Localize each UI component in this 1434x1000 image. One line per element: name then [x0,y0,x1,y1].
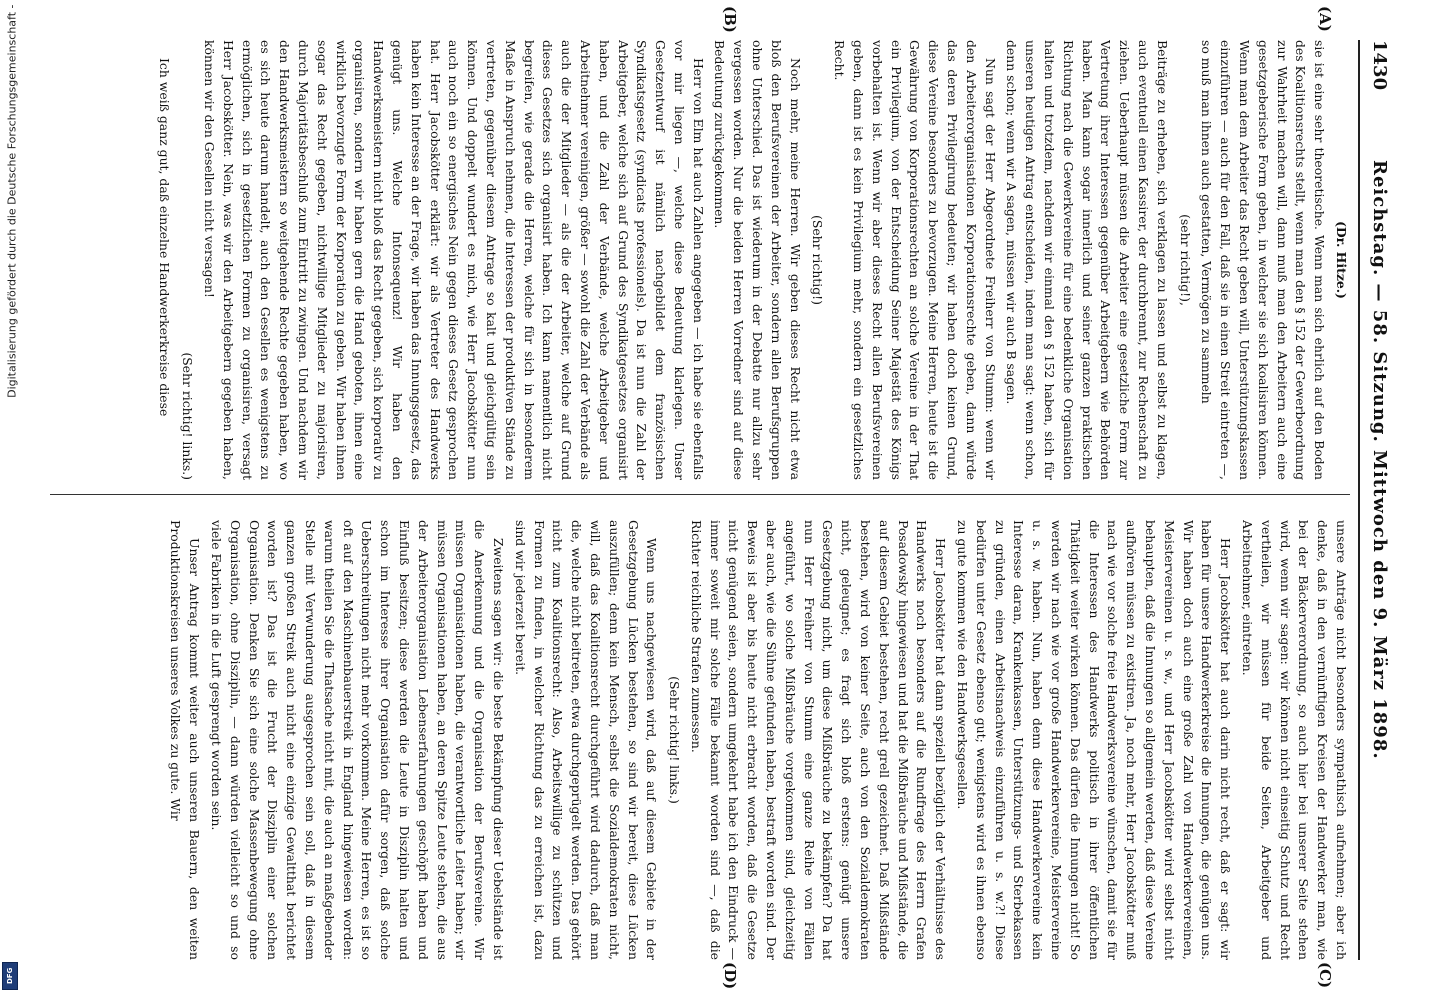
interjection: (Sehr richtig! links.) [667,676,683,804]
paragraph: Zweitens sagen wir: die beste Bekämpfung dieser Uebelstände ist die Anerkennung und die Organisation der Berufsvereine. Wir müssen Organisationen haben, die verantwortliche Leiter haben; wir müssen Organisationen haben, an deren Spitze Leute stehen, die aus der Arbeiterorganisation Lebenserfahrungen geschöpft haben und Einfluß besitzen; diese werden die Leute in Disziplin halten und schon im Interesse ihrer Organisation dafür sorgen, daß solche Ueberschreitungen nicht mehr vorkommen. Meine Herren, es ist so oft auf den Maschinenbauerstreik in England hingewiesen worden: warum theilen Sie die Thatsache nicht mit, die auch an maßgebender Stelle mit Verwunderung ausgesprochen sein soll, daß in diesem ganzen großen Streik auch nicht eine einzige Gewaltthat berichtet worden ist? Das ist die Frucht der Disziplin einer solchen Organisation. Denken Sie sich eine solche Massenbewegung ohne Organisation, ohne Disziplin, — dann würden vielleicht so und so viele Fabriken in die Luft gesprengt worden sein. [208,520,506,960]
paragraph: sie ist eine sehr theoretische. Wenn man sich ehrlich auf den Boden des Koalitionsrechts stellt, wenn man den § 152 der Gewerbeordnung zur Wahrheit machen will, dann muß man den Arbeitern auch eine gesetzgeberische Form geben, in welcher sie sich koalisiren können. Wenn man dem Arbeiter das Recht geben will, Unterstützungskassen einzuführen — auch für den Fall, daß sie in einen Streit eintreten —, so muß man ihnen auch gestatten, Vermögen zu sammeln [1199,40,1328,480]
margin-marker-a: (A) [1316,6,1334,32]
page-number: 1430 [1369,40,1390,91]
margin-marker-b: (B) [721,6,739,33]
paragraph: unsere Anträge nicht besonders sympathisch aufnehmen; aber ich denke, daß in den vernünftigen Kreisen der Handwerker man, wie bei der Bäckerverordnung, so auch hier bei unserer Seite stehen wird, wenn wir sagen: wir können nicht einseitig Schutz und Recht vertheilen, wir müssen für beide Seiten, Arbeitgeber und Arbeitnehmer, eintreten. [1240,520,1349,960]
interjection: (sehr richtig!), [1177,214,1193,306]
paragraph: Wenn uns nachgewiesen wird, daß auf diesem Gebiete in der Gesetzgebung Lücken bestehen, so sind wir bereit, diese Lücken auszufüllen; denn kein Mensch, selbst die Sozialdemokraten nicht, will, daß das Koalitionsrecht durchgeführt wird dadurch, daß man die, welche nicht beitreten, etwa durchgeprügelt werden. Das gehört nicht zum Koalitionsrecht: Also, Arbeitswillige zu schützen und Formen zu finden, in welcher Richtung das zu erreichen ist, dazu sind wir jederzeit bereit. [512,520,660,960]
page-title: Reichstag. — 58. Sitzung. Mittwoch den 9. März 1898. [1369,160,1390,760]
interjection: (Sehr richtig! links.) [180,352,196,480]
header-rule [1358,40,1360,960]
margin-marker-d: (D) [721,962,739,990]
column-divider [50,494,1350,495]
speaker-name: (Dr. Hitze.) [1334,221,1349,299]
paragraph: Ich weiß ganz gut, daß einzelne Handwerkerkreise diese [157,58,173,417]
digitization-sidebar [0,0,20,1000]
right-text-column [60,520,1350,960]
paragraph: Herr Jacobskötter hat auch darin nicht recht, daß er sagt: wir haben für unsere Handwerkerkreise die Innungen, die genügen uns. Wir haben doch auch eine große Zahl von Handwerkervereinen, Meistervereinen u. s. w., und Herr Jacobskötter wird selbst nicht behaupten, daß die Innungen so allgemein werden, daß diese Vereine aufhören müssen zu existiren. Ja, noch mehr, Herr Jacobskötter muß nach wie vor solche freie Handwerksvereine wünschen, damit sie für die Interessen des Handwerks politisch in ihrer öffentlichen Thätigkeit weiter wirken können. Das dürfen die Innungen nicht! So werden wir nach wie vor große Handwerkervereine, Meistervereine u. s. w. haben. Nun, haben denn diese Handwerkervereine kein Interesse daran, Krankenkassen, Unterstützungs- und Sterbekassen zu gründen, einen Arbeitsnachweis einzuführen u. s. w.?! Diese bedürfen unter Gesetz ebenso gut; wenigstens wird es ihnen ebenso zu gute kommen wie den Handwerksgesellen. [955,520,1234,960]
paragraph: Unser Antrag kommt weiter auch unseren Bauern, den weiten Produktionskreisen unseres Volkes zu gute. Wir [168,520,203,960]
page-header [1364,40,1394,960]
digitization-credit: Digitalisierung gefördert durch die Deutsche Forschungsgemeinschaft - [5,4,19,398]
left-text-column [60,40,1350,480]
interjection: (Sehr richtig!) [810,215,826,305]
paragraph: Herr Jacobskötter hat dann speziell bezüglich der Verhältnisse des Handwerks noch besonders auf die Rundfrage des Herrn Grafen Posadowsky hingewiesen und hat die Mißbräuche und Mißstände, die auf diesem Gebiet bestehen, recht grell gezeichnet. Daß Mißstände bestehen, wird von keiner Seite, auch von den Sozialdemokraten nicht, geleugnet; es fragt sich bloß erstens: genügt unsere Gesetzgebung nicht, um diese Mißbräuche zu bekämpfen? Da hat nun Herr Freiherr von Stumm eine ganze Reihe von Fällen angeführt, wo solche Mißbräuche vorgekommen sind, gleichzeitig aber auch, wie die Sühne gefunden haben, bestraft worden sind. Der Beweis ist aber bis heute nicht erbracht worden, daß die Gesetze nicht genügend seien, sondern umgekehrt habe ich den Eindruck — immer soweit mir solche Fälle bekannt worden sind —, daß die Richter reichliche Strafen zumessen. [688,520,949,960]
margin-marker-c: (C) [1316,962,1334,989]
paragraph: Nun sagt der Herr Abgeordnete Freiherr von Stumm: wenn wir den Arbeiterorganisationen Korporationsrechte geben, dann würde das deren Privilegirung bedeuten; wir haben doch keinen Grund, diese Vereine besonders zu bevorzugen. Meine Herren, heute ist die Gewährung von Korporationsrechten an solche Vereine in der That ein Privilegium, von der Entscheidung Seiner Majestät des Königs vorbehalten ist. Wenn wir aber dieses Recht allen Berufsvereinen geben, dann ist es kein Privilegium mehr, sondern ein gesetzliches Recht. [832,40,998,480]
paragraph: Noch mehr, meine Herren. Wir geben dieses Recht nicht etwa bloß den Berufsvereinen der Arbeiter, sondern allen Berufsgruppen ohne Unterschied. Das ist wiederum in der Debatte nur allzu sehr vergessen worden. Nur die beiden Herren Vorredner sind auf diese Bedeutung zurückgekommen. [712,40,803,480]
paragraph: Beiträge zu erheben, sich verklagen zu lassen und selbst zu klagen, auch eventuell einen Kassirer, der durchbrennt, zur Rechenschaft zu ziehen. Ueberhaupt müssen die Arbeiter eine gesetzliche Form zur Vertretung ihrer Interessen gegenüber Arbeitgebern wie Behörden haben. Man kann sogar innerlich und seiner ganzen praktischen Richtung nach die Gewerkvereine für eine bedenkliche Organisation halten und trotzdem, nachdem wir einmal den § 152 haben, sich für unseren heutigen Antrag entscheiden, indem man sagt: wenn schon, denn schon; wenn wir A sagen, müssen wir auch B sagen. [1004,40,1170,480]
dfg-logo: DFG [2,962,18,990]
paragraph: Herr von Elm hat auch Zahlen angegeben — ich habe sie ebenfalls vor mir liegen —, welche diese Bedeutung klarlegen. Unser Gesetzentwurf ist nämlich nachgebildet dem französischen Syndikatsgesetz (syndicats professionels). Da ist nun die Zahl der Arbeitgeber, welche sich auf Grund des Syndikatgesetzes organisirt haben, und die Zahl der Verbände, welche Arbeitgeber und Arbeitnehmer vereinigen, größer — sowohl die Zahl der Verbände als auch die der Mitglieder — als die der Arbeiter, welche auf Grund dieses Gesetzes sich organisirt haben. Ich kann namentlich nicht begreifen, wie gerade die Herren, welche für sich in besonderem Maße in Anspruch nehmen, die Interessen der produktiven Stände zu vertreten, gegenüber diesem Antrage so kalt und gleichgültig sein können. Und doppelt wundert es mich, wie Herr Jacobskötter nun auch noch ein so energisches Nein gegen dieses Gesetz gesprochen hat. Herr Jacobskötter erklärt: wir als Vertreter des Handwerks haben kein Interesse an der Frage, wir haben das Innungsgesetz, das genügt uns. Welche Intonsequenz! Wir haben den Handwerksmeistern nicht bloß das Recht gegeben, sich korporativ zu organisiren, sondern wir haben gern die Hand geboten, ihnen eine wirklich bevorzugte Form der Korporation zu geben. Wir haben ihnen sogar das Recht gegeben, nichtwillige Mitglieder zu majorisiren, durch Majoritätsbeschluß zum Eintritt zu zwingen. Und nachdem wir den Handwerksmeistern so weitgehende Rechte gegeben haben, wo es sich heute darum handelt, auch den Gesellen es wenigstens zu ermöglichen, sich in gesetzlichen Formen zu organisiren, versagt Herr Jacobskötter. Nein, was wir den Arbeitgebern gegeben haben, können wir den Gesellen nicht versagen! [201,40,706,480]
